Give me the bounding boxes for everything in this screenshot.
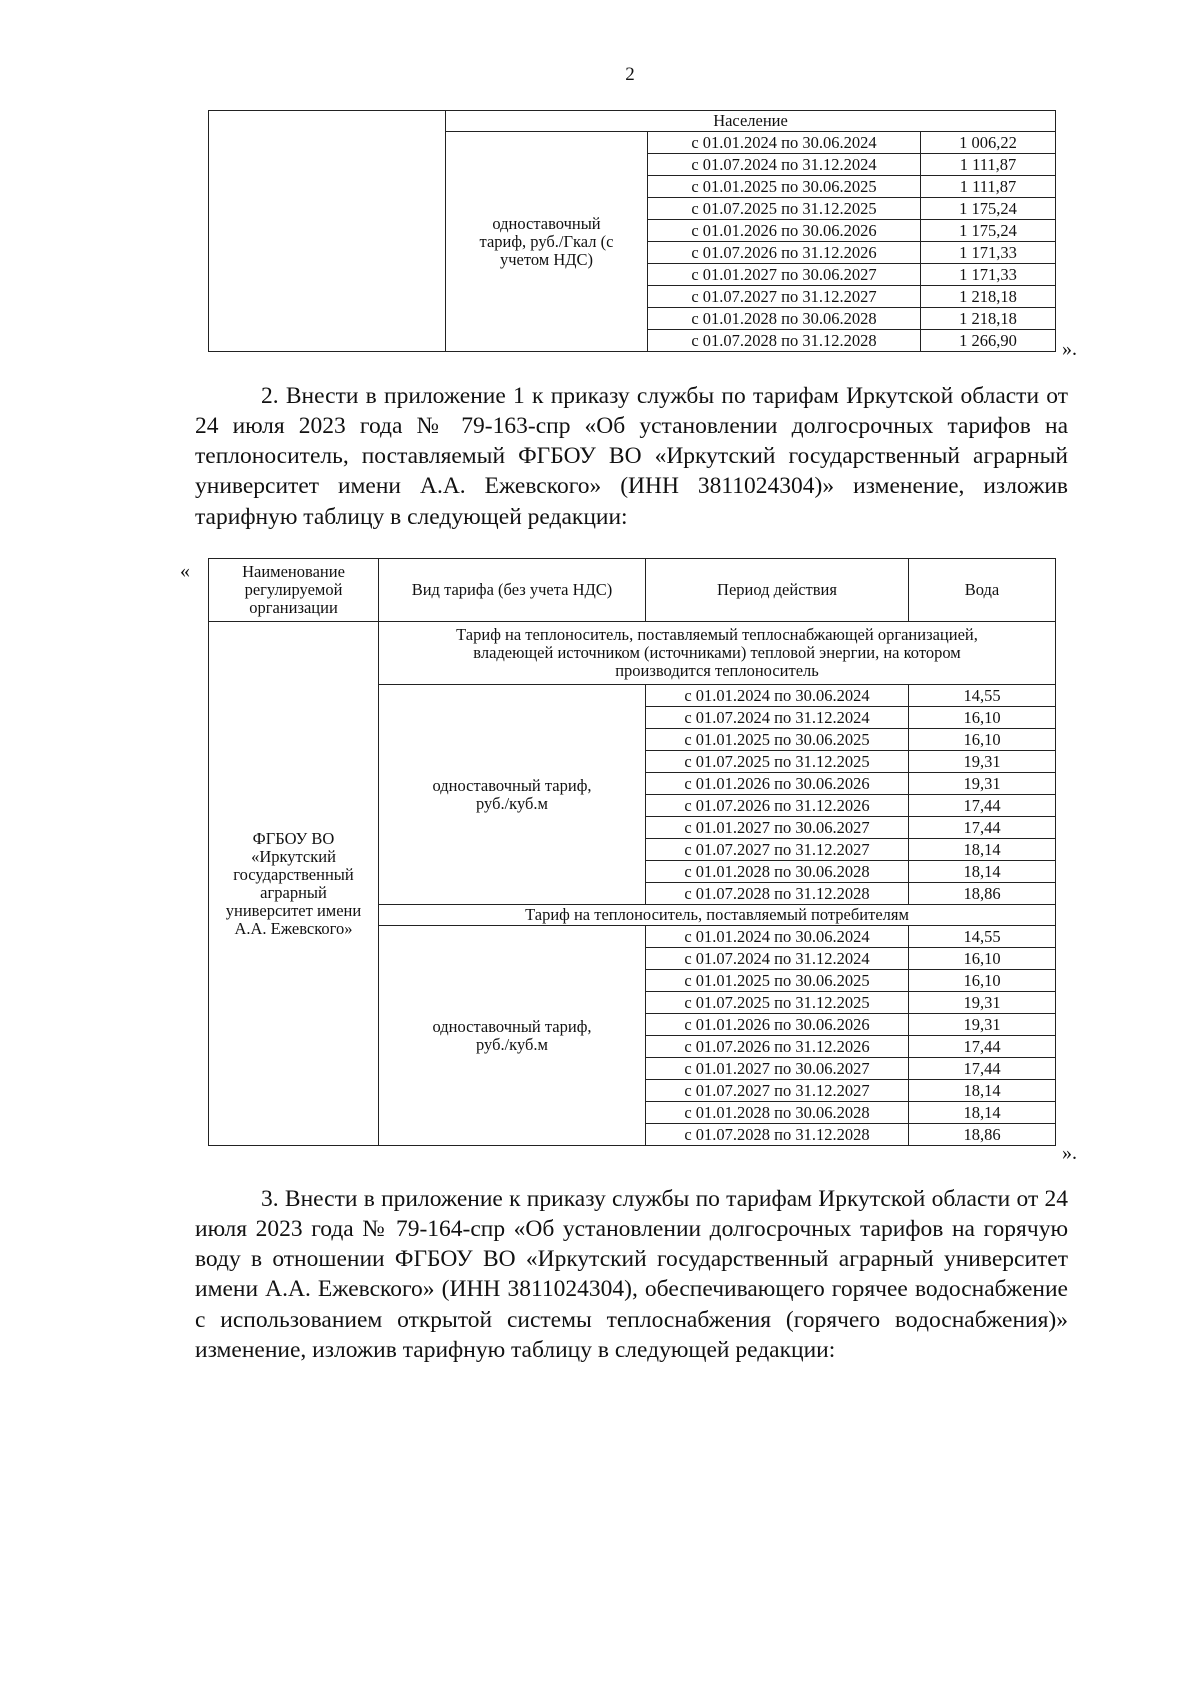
- period-cell: с 01.01.2024 по 30.06.2024: [646, 926, 909, 948]
- period-cell: с 01.01.2026 по 30.06.2026: [646, 773, 909, 795]
- tariff-type-cell: одноставочный тариф, руб./куб.м: [379, 685, 646, 905]
- period-cell: с 01.07.2025 по 31.12.2025: [646, 992, 909, 1014]
- value-cell: 18,14: [909, 1102, 1056, 1124]
- value-cell: 14,55: [909, 685, 1056, 707]
- value-cell: 1 266,90: [921, 330, 1056, 352]
- value-cell: 19,31: [909, 751, 1056, 773]
- column-header: Период действия: [646, 559, 909, 622]
- value-cell: 1 006,22: [921, 132, 1056, 154]
- value-cell: 19,31: [909, 992, 1056, 1014]
- value-cell: 1 175,24: [921, 220, 1056, 242]
- column-header: Наименование регулируемой организации: [209, 559, 379, 622]
- value-cell: 17,44: [909, 817, 1056, 839]
- value-cell: 1 111,87: [921, 154, 1056, 176]
- table-row: [209, 559, 1056, 622]
- value-cell: 16,10: [909, 970, 1056, 992]
- period-cell: с 01.07.2028 по 31.12.2028: [646, 1124, 909, 1146]
- page-number: 2: [625, 64, 635, 85]
- period-cell: с 01.07.2024 по 31.12.2024: [648, 154, 921, 176]
- value-cell: 18,14: [909, 1080, 1056, 1102]
- value-cell: 18,86: [909, 1124, 1056, 1146]
- period-cell: с 01.07.2027 по 31.12.2027: [646, 1080, 909, 1102]
- value-cell: 16,10: [909, 948, 1056, 970]
- tariff-type-cell: одноставочный тариф, руб./Гкал (с учетом НДС): [446, 132, 648, 352]
- period-cell: с 01.07.2024 по 31.12.2024: [646, 948, 909, 970]
- period-cell: с 01.01.2027 по 30.06.2027: [646, 1058, 909, 1080]
- tariff-table-coolant: [208, 558, 1056, 1146]
- tariff-table-heat: [208, 110, 1056, 352]
- period-cell: с 01.07.2026 по 31.12.2026: [648, 242, 921, 264]
- value-cell: 17,44: [909, 795, 1056, 817]
- value-cell: 1 171,33: [921, 264, 1056, 286]
- period-cell: с 01.07.2028 по 31.12.2028: [648, 330, 921, 352]
- value-cell: 19,31: [909, 1014, 1056, 1036]
- opening-quote: «: [180, 560, 190, 582]
- period-cell: с 01.01.2028 по 30.06.2028: [648, 308, 921, 330]
- period-cell: с 01.07.2025 по 31.12.2025: [646, 751, 909, 773]
- column-header: Вода: [909, 559, 1056, 622]
- section-header: Население: [446, 111, 1056, 132]
- table-row: [209, 111, 1056, 132]
- period-cell: с 01.07.2026 по 31.12.2026: [646, 1036, 909, 1058]
- organization-cell: ФГБОУ ВО «Иркутский государственный аграрный университет имени А.А. Ежевского»: [209, 622, 379, 1146]
- value-cell: 16,10: [909, 707, 1056, 729]
- value-cell: 1 218,18: [921, 286, 1056, 308]
- period-cell: с 01.01.2025 по 30.06.2025: [646, 729, 909, 751]
- period-cell: с 01.01.2026 по 30.06.2026: [648, 220, 921, 242]
- value-cell: 1 218,18: [921, 308, 1056, 330]
- period-cell: с 01.01.2027 по 30.06.2027: [648, 264, 921, 286]
- period-cell: с 01.01.2028 по 30.06.2028: [646, 861, 909, 883]
- value-cell: 14,55: [909, 926, 1056, 948]
- value-cell: 18,14: [909, 839, 1056, 861]
- period-cell: с 01.07.2024 по 31.12.2024: [646, 707, 909, 729]
- section-header: Тариф на теплоноситель, поставляемый теплоснабжающей организацией, владеющей источником (источниками) тепловой энергии, на котором производится теплоноситель: [379, 622, 1056, 685]
- period-cell: с 01.01.2025 по 30.06.2025: [646, 970, 909, 992]
- period-cell: с 01.01.2024 по 30.06.2024: [646, 685, 909, 707]
- period-cell: с 01.01.2024 по 30.06.2024: [648, 132, 921, 154]
- period-cell: с 01.01.2025 по 30.06.2025: [648, 176, 921, 198]
- period-cell: с 01.01.2028 по 30.06.2028: [646, 1102, 909, 1124]
- period-cell: с 01.01.2026 по 30.06.2026: [646, 1014, 909, 1036]
- period-cell: с 01.07.2027 по 31.12.2027: [646, 839, 909, 861]
- value-cell: 16,10: [909, 729, 1056, 751]
- value-cell: 19,31: [909, 773, 1056, 795]
- period-cell: с 01.07.2027 по 31.12.2027: [648, 286, 921, 308]
- paragraph-2: 2. Внести в приложение 1 к приказу службы по тарифам Иркутской области от 24 июля 2023 года № 79-163-спр «Об установлении долгосрочных тарифов на теплоноситель, поставляемый ФГБОУ ВО «Иркутский государственный аграрный университет имени А.А. Ежевского» (ИНН 3811024304)» изменение, изложив тарифную таблицу в следующей редакции:: [195, 382, 1068, 530]
- column-header: Вид тарифа (без учета НДС): [379, 559, 646, 622]
- period-cell: с 01.07.2025 по 31.12.2025: [648, 198, 921, 220]
- empty-cell: [209, 111, 446, 352]
- value-cell: 18,14: [909, 861, 1056, 883]
- paragraph-3: 3. Внести в приложение к приказу службы по тарифам Иркутской области от 24 июля 2023 года № 79-164-спр «Об установлении долгосрочных тарифов на горячую воду в отношении ФГБОУ ВО «Иркутский государственный аграрный университет имени А.А. Ежевского» (ИНН 3811024304), обеспечивающего горячее водоснабжение с использованием открытой системы теплоснабжения (горячего водоснабжения)» изменение, изложив тарифную таблицу в следующей редакции:: [195, 1185, 1068, 1363]
- value-cell: 1 111,87: [921, 176, 1056, 198]
- period-cell: с 01.01.2027 по 30.06.2027: [646, 817, 909, 839]
- closing-quote: ».: [1062, 338, 1077, 360]
- value-cell: 18,86: [909, 883, 1056, 905]
- period-cell: с 01.07.2026 по 31.12.2026: [646, 795, 909, 817]
- tariff-type-cell: одноставочный тариф, руб./куб.м: [379, 926, 646, 1146]
- table-row: [209, 622, 1056, 685]
- value-cell: 17,44: [909, 1058, 1056, 1080]
- value-cell: 1 171,33: [921, 242, 1056, 264]
- closing-quote-2: ».: [1062, 1142, 1077, 1164]
- section-header: Тариф на теплоноситель, поставляемый потребителям: [379, 905, 1056, 926]
- value-cell: 17,44: [909, 1036, 1056, 1058]
- value-cell: 1 175,24: [921, 198, 1056, 220]
- period-cell: с 01.07.2028 по 31.12.2028: [646, 883, 909, 905]
